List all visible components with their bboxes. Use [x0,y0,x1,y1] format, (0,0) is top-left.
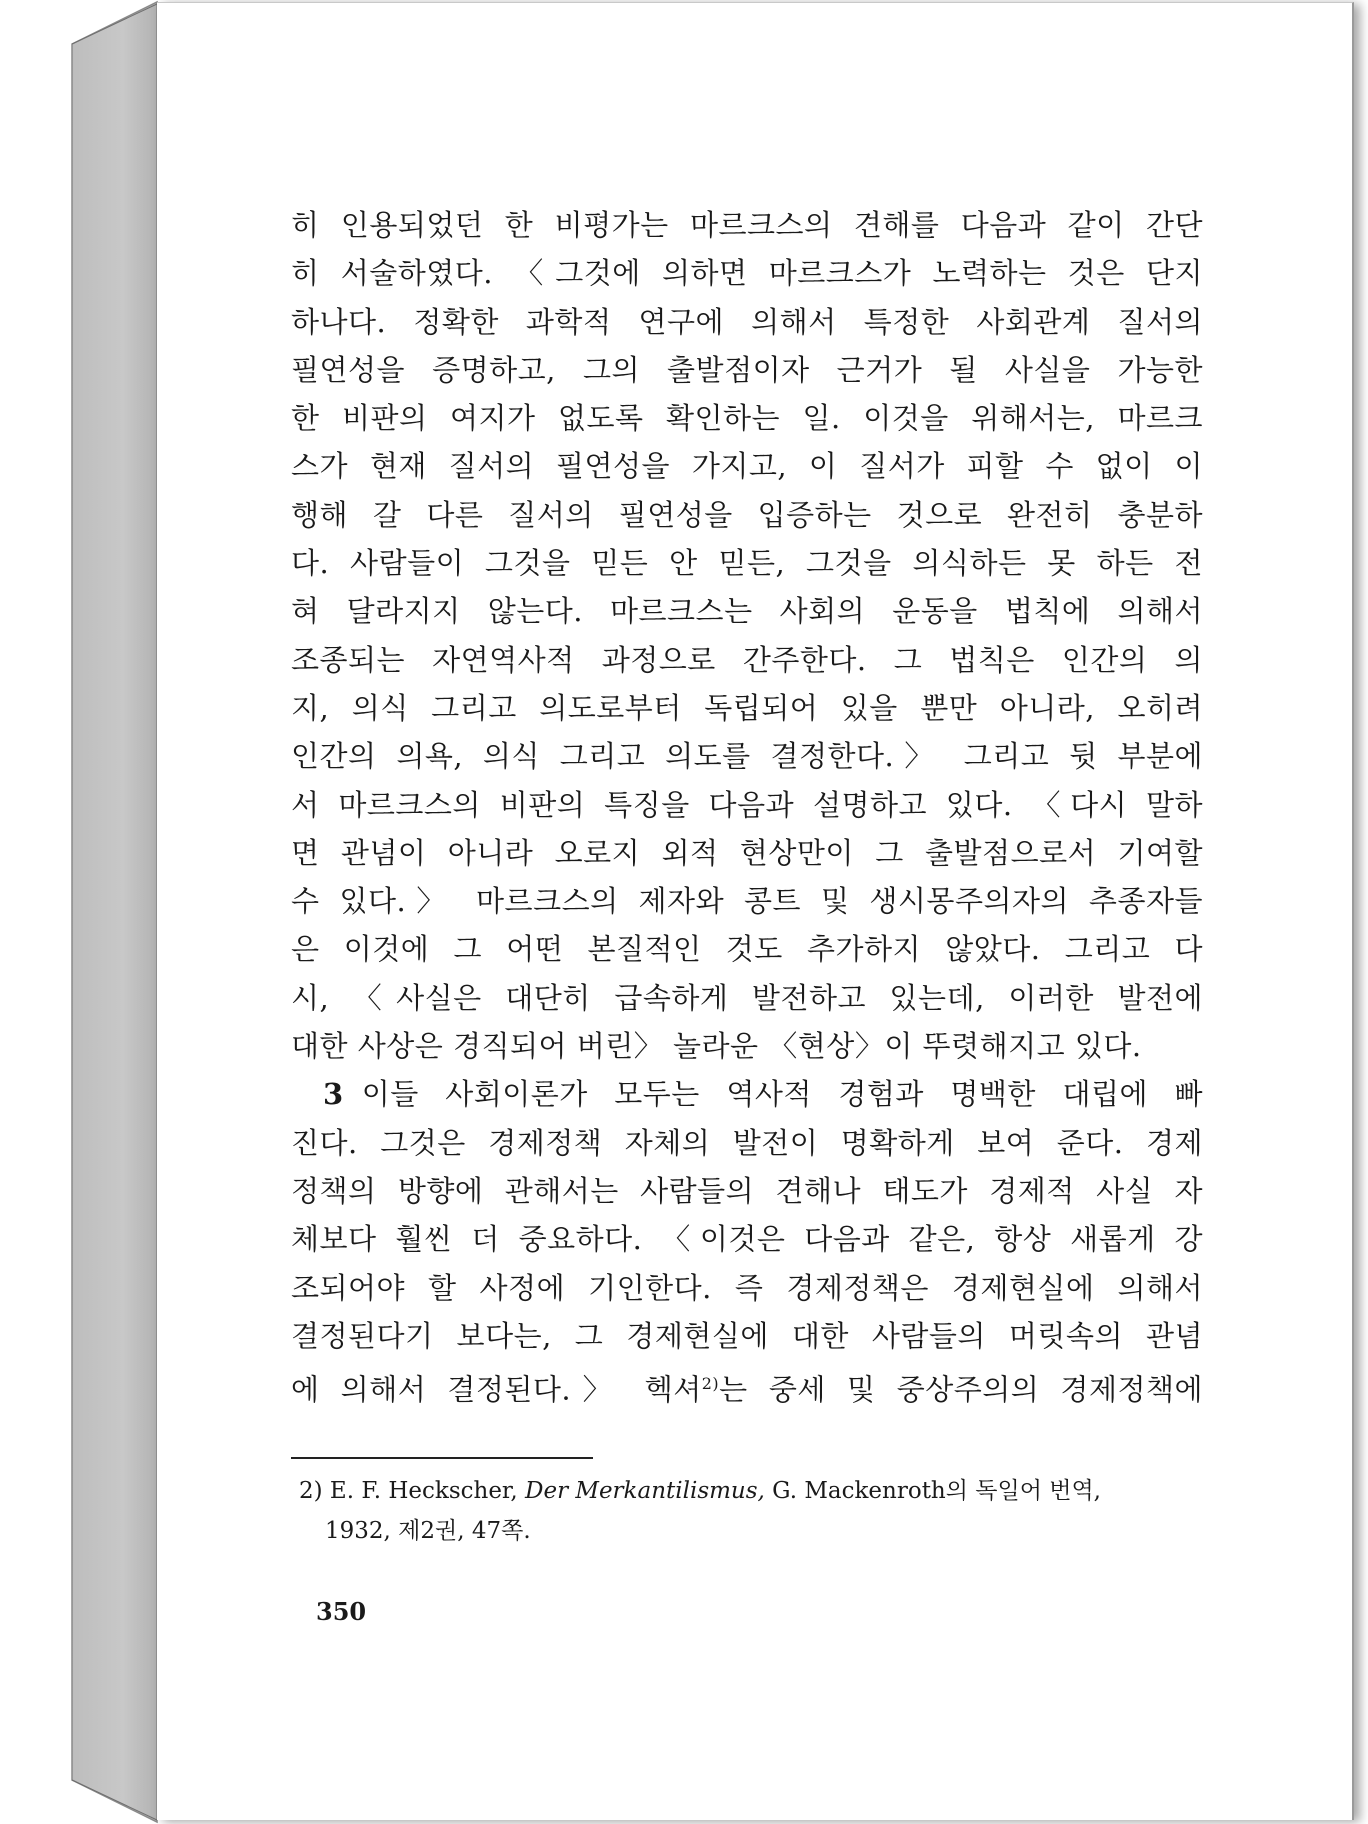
text-line: 조되어야 할 사정에 기인한다. 즉 경제정책은 경제현실에 의해서 [291,1270,1203,1305]
text-line: 진다. 그것은 경제정책 자체의 발전이 명확하게 보여 준다. 경제 [291,1125,1203,1160]
text-line: 스가 현재 질서의 필연성을 가지고, 이 질서가 피할 수 없이 이 [291,449,1203,484]
text-line: 필연성을 증명하고, 그의 출발점이자 근거가 될 사실을 가능한 [291,352,1203,387]
footnote [299,1471,1203,1551]
footnote-line-2: 1932, 제2권, 47쪽. [325,1518,531,1544]
text-line: 시, 〈사실은 대단히 급속하게 발전하고 있는데, 이러한 발전에 [291,980,1203,1015]
text-line: 히 인용되었던 한 비평가는 마르크스의 견해를 다음과 같이 간단 [291,208,1203,242]
text-line: 히 서술하였다. 〈그것에 의하면 마르크스가 노력하는 것은 단지 [291,256,1203,291]
footnote-line-1 [299,1471,1203,1511]
text-line: 한 비판의 여지가 없도록 확인하는 일. 이것을 위해서는, 마르크 [291,401,1203,436]
footnote-reference[interactable]: 2) [701,1374,720,1394]
book-page [157,2,1354,1820]
text-line: 다. 사람들이 그것을 믿든 안 믿든, 그것을 의식하든 못 하든 전 [291,546,1203,581]
text-line: 수 있다.〉 마르크스의 제자와 콩트 및 생시몽주의자의 추종자들 [291,884,1203,919]
text-line: 은 이것에 그 어떤 본질적인 것도 추가하지 않았다. 그리고 다 [291,932,1203,967]
text-line: 하나다. 정확한 과학적 연구에 의해서 특정한 사회관계 질서의 [291,304,1203,339]
text-line: 서 마르크스의 비판의 특징을 다음과 설명하고 있다. 〈다시 말하 [291,787,1203,822]
book-spine [0,0,160,1824]
text-after-ref: 는 중세 및 중상주의의 경제정책에 [719,1372,1203,1407]
text-line: 대한 사상은 경직되어 버린〉 놀라운 〈현상〉이 뚜렷해지고 있다. [291,1029,1142,1064]
text-line: 결정된다기 보다는, 그 경제현실에 대한 사람들의 머릿속의 관념 [291,1318,1203,1353]
footnote-marker: 2) [299,1478,323,1504]
footnote-rule [291,1457,593,1459]
body-text [291,201,1203,1408]
paragraph-3-first-line [291,1070,1203,1118]
text-line: 조종되는 자연역사적 과정으로 간주한다. 그 법칙은 인간의 의 [291,642,1203,677]
text-line: 인간의 의욕, 의식 그리고 의도를 결정한다.〉 그리고 뒷 부분에 [291,739,1203,774]
text-line: 지, 의식 그리고 의도로부터 독립되어 있을 뿐만 아니라, 오히려 [291,690,1203,725]
paragraph-number: 3 [323,1077,344,1112]
text-line: 혀 달라지지 않는다. 마르크스는 사회의 운동을 법칙에 의해서 [291,594,1203,629]
text-line: 면 관념이 아니라 오로지 외적 현상만이 그 출발점으로서 기여할 [291,835,1203,870]
text-before-ref: 에 의해서 결정된다.〉 헥셔 [291,1372,702,1407]
text-line: 행해 갈 다른 질서의 필연성을 입증하는 것으로 완전히 충분하 [291,497,1203,532]
footnote-author: E. F. Heckscher, [329,1478,518,1504]
paragraph-3-last-line [291,1360,1203,1408]
paragraph-3-first-text: 이들 사회이론가 모두는 역사적 경험과 명백한 대립에 빠 [361,1077,1203,1112]
footnote-rest: G. Mackenroth의 독일어 번역, [772,1478,1101,1504]
text-line: 정책의 방향에 관해서는 사람들의 견해나 태도가 경제적 사실 자 [291,1173,1203,1208]
text-line: 체보다 훨씬 더 중요하다. 〈이것은 다음과 같은, 항상 새롭게 강 [291,1222,1203,1257]
footnote-title: Der Merkantilismus, [525,1478,765,1504]
page-number: 350 [316,1597,367,1626]
